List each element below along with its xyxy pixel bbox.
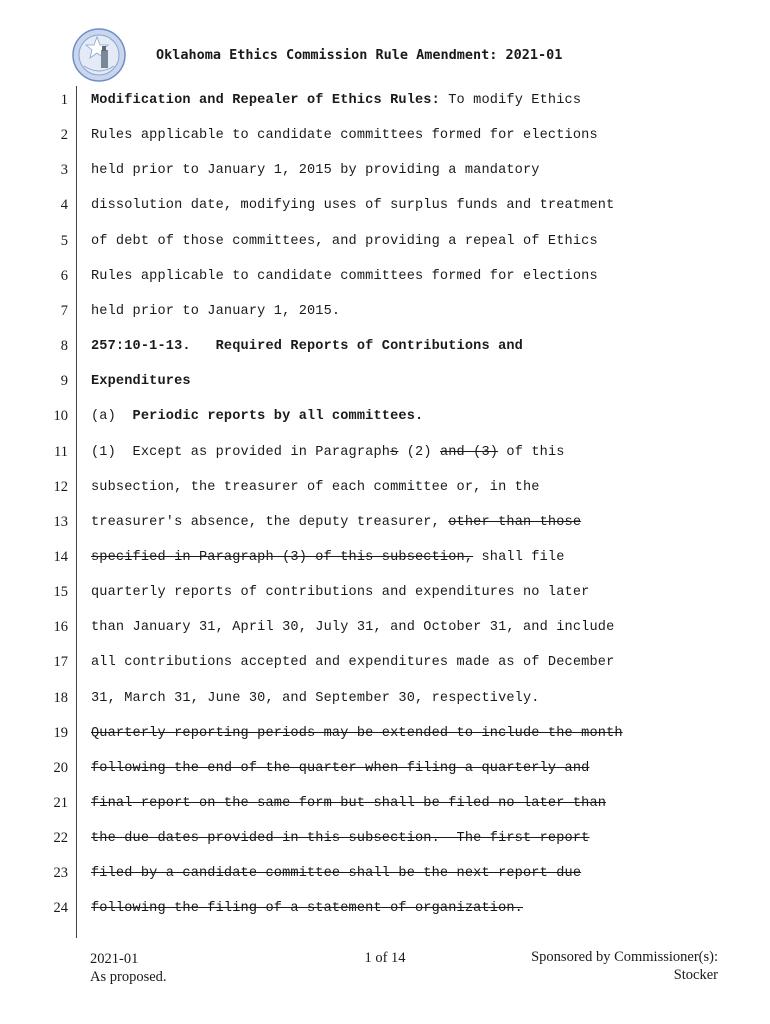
struck-text: and (3) <box>439 445 499 460</box>
line-text-segment: (1) Except as provided in Paragraph <box>91 445 391 460</box>
line-text-segment: Rules applicable to candidate committees formed for elections <box>91 128 598 143</box>
document-line <box>91 198 730 213</box>
document-line <box>91 480 730 495</box>
line-text-segment: 31, March 31, June 30, and September 30, respectively. <box>91 691 540 706</box>
line-text-segment: all contributions accepted and expenditures made as of December <box>91 655 615 670</box>
document-line <box>91 234 730 249</box>
line-text-segment: of debt of those committees, and providing a repeal of Ethics <box>91 234 598 249</box>
line-text-segment: treasurer's absence, the deputy treasurer, <box>91 515 449 530</box>
line-number: 4 <box>60 197 68 213</box>
line-number: 10 <box>53 408 68 424</box>
line-number: 21 <box>53 795 68 811</box>
line-text-segment: held prior to January 1, 2015 by providing a mandatory <box>91 163 540 178</box>
footer-left <box>90 950 167 986</box>
bold-text: Expenditures <box>91 374 191 389</box>
document-line <box>91 585 730 600</box>
document-line <box>91 866 730 881</box>
document-line <box>91 339 730 354</box>
line-number: 14 <box>53 549 68 565</box>
line-text-segment: than January 31, April 30, July 31, and October 31, and include <box>91 620 615 635</box>
line-text-segment: held prior to January 1, 2015. <box>91 304 341 319</box>
struck-text: other than those <box>448 515 582 530</box>
line-number: 9 <box>60 373 68 389</box>
footer-sponsor <box>531 948 718 984</box>
document-line <box>91 901 730 916</box>
document-line <box>91 304 730 319</box>
line-number: 15 <box>53 584 68 600</box>
struck-text: s <box>390 445 399 460</box>
line-number: 19 <box>53 725 68 741</box>
document-line <box>91 550 730 565</box>
struck-text: Quarterly reporting periods may be extended to include the month <box>91 726 623 741</box>
line-text-segment: of this <box>498 445 565 460</box>
line-number: 11 <box>54 444 68 460</box>
struck-text: final report on the same form but shall be filed no later than <box>91 796 607 811</box>
line-number: 18 <box>53 690 68 706</box>
footer-sponsor-name: Stocker <box>673 967 718 983</box>
struck-text: following the end of the quarter when filing a quarterly and <box>91 761 590 776</box>
document-line <box>91 128 730 143</box>
bold-text: 257:10-1-13. Required Reports of Contributions and <box>91 339 523 354</box>
document-line <box>91 374 730 389</box>
struck-text: the due dates provided in this subsection. The first report <box>91 831 590 846</box>
document-line <box>91 761 730 776</box>
line-text-segment: (a) <box>91 409 133 424</box>
line-text-segment: dissolution date, modifying uses of surplus funds and treatment <box>91 198 615 213</box>
document-line <box>91 269 730 284</box>
footer-status: As proposed. <box>90 969 167 985</box>
line-number: 7 <box>60 303 68 319</box>
document-line <box>91 620 730 635</box>
line-number: 3 <box>60 162 68 178</box>
oklahoma-seal-icon <box>72 28 126 82</box>
line-text-segment: subsection, the treasurer of each committee or, in the <box>91 480 540 495</box>
line-number: 23 <box>53 865 68 881</box>
document-line <box>91 93 730 108</box>
document-title: Oklahoma Ethics Commission Rule Amendment: 2021-01 <box>156 47 563 63</box>
line-text-segment: (2) <box>398 445 440 460</box>
struck-text: specified in Paragraph (3) of this subsection, <box>91 550 474 565</box>
line-number: 6 <box>60 268 68 284</box>
document-line <box>91 445 730 460</box>
line-text-segment: quarterly reports of contributions and expenditures no later <box>91 585 590 600</box>
document-line <box>91 796 730 811</box>
line-number-margin-rule <box>76 86 77 938</box>
line-number: 1 <box>60 92 68 108</box>
footer-sponsor-label: Sponsored by Commissioner(s): <box>531 949 718 965</box>
line-number: 12 <box>53 479 68 495</box>
document-line <box>91 515 730 530</box>
line-number: 17 <box>53 654 68 670</box>
line-number: 8 <box>60 338 68 354</box>
footer-page-number: 1 of 14 <box>364 950 406 966</box>
line-text-segment: Rules applicable to candidate committees formed for elections <box>91 269 598 284</box>
footer-rule-number: 2021-01 <box>90 951 139 967</box>
line-text-segment: shall file <box>473 550 565 565</box>
document-line <box>91 163 730 178</box>
line-text-segment: To modify Ethics <box>439 93 582 108</box>
line-number: 24 <box>53 900 68 916</box>
document-line <box>91 691 730 706</box>
struck-text: following the filing of a statement of organization. <box>91 901 523 916</box>
document-line <box>91 655 730 670</box>
bold-text: Periodic reports by all committees. <box>132 409 424 424</box>
bold-text: Modification and Repealer of Ethics Rules: <box>91 93 440 108</box>
line-number: 20 <box>53 760 68 776</box>
line-number: 2 <box>60 127 68 143</box>
document-line <box>91 409 730 424</box>
document-line <box>91 726 730 741</box>
line-number: 22 <box>53 830 68 846</box>
line-number: 5 <box>60 233 68 249</box>
struck-text: filed by a candidate committee shall be the next report due <box>91 866 582 881</box>
document-line <box>91 831 730 846</box>
line-number: 13 <box>53 514 68 530</box>
line-number: 16 <box>53 619 68 635</box>
